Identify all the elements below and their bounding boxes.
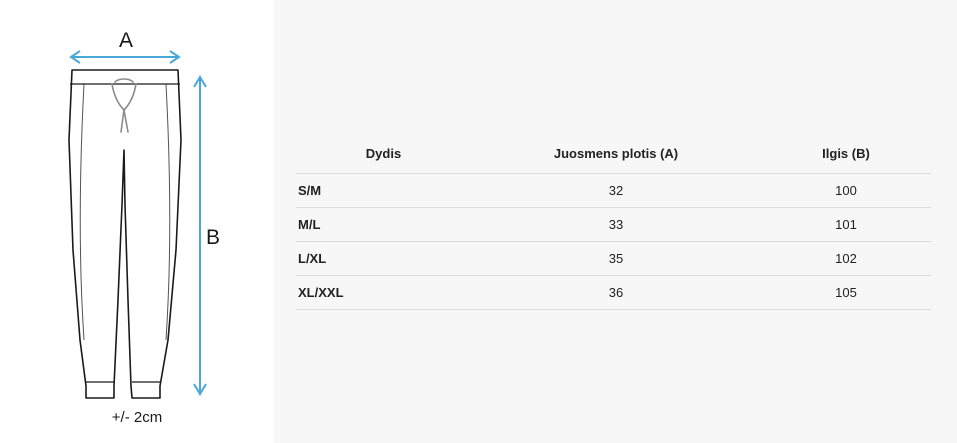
header-size: Dydis <box>365 146 402 161</box>
cell-size: XL/XXL <box>296 276 471 310</box>
dimension-label-b: B <box>206 226 221 249</box>
cell-waist: 33 <box>471 208 761 242</box>
cell-waist: 36 <box>471 276 761 310</box>
dimension-label-a: A <box>119 29 134 52</box>
cell-length: 102 <box>761 242 931 276</box>
cell-waist: 35 <box>471 242 761 276</box>
garment-diagram-panel <box>0 0 274 443</box>
size-table-body <box>296 174 931 310</box>
cell-size: L/XL <box>296 242 471 276</box>
cell-length: 101 <box>761 208 931 242</box>
table-row <box>296 208 931 242</box>
cell-size: S/M <box>296 174 471 208</box>
cell-length: 105 <box>761 276 931 310</box>
joggers-technical-drawing <box>0 0 274 443</box>
table-header-row <box>296 146 931 174</box>
length-measure-arrow <box>194 77 206 394</box>
header-waist: Juosmens plotis (A) <box>553 146 679 161</box>
tolerance-note: +/- 2cm <box>111 409 163 426</box>
size-table-panel <box>274 0 957 443</box>
table-row <box>296 242 931 276</box>
table-row <box>296 276 931 310</box>
table-row <box>296 174 931 208</box>
size-table-head <box>296 146 931 174</box>
waist-measure-arrow <box>71 51 179 63</box>
header-length: Ilgis (B) <box>822 146 870 161</box>
cell-size: M/L <box>296 208 471 242</box>
size-table <box>296 146 931 310</box>
cell-length: 100 <box>761 174 931 208</box>
cell-waist: 32 <box>471 174 761 208</box>
